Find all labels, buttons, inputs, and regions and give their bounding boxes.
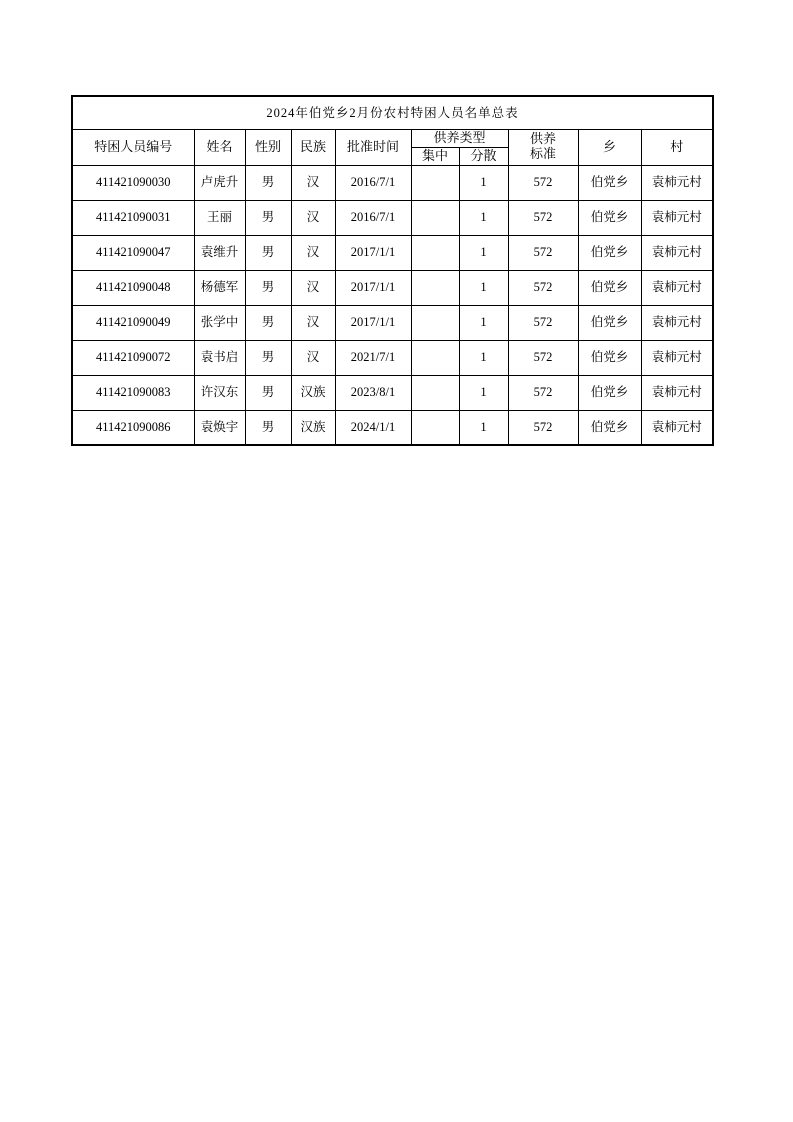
support-standard-label: 供养标准 [529, 131, 556, 161]
table-row [72, 200, 713, 235]
cell-village: 袁柿元村 [641, 200, 713, 235]
cell-village: 袁柿元村 [641, 410, 713, 445]
cell-name: 袁书启 [194, 340, 245, 375]
column-header-township: 乡 [578, 129, 641, 165]
cell-township: 伯党乡 [578, 200, 641, 235]
cell-name: 许汉东 [194, 375, 245, 410]
table-row [72, 270, 713, 305]
cell-id: 411421090048 [72, 270, 194, 305]
column-header-centralized: 集中 [411, 147, 459, 165]
cell-dispersed: 1 [459, 200, 508, 235]
cell-name: 杨德军 [194, 270, 245, 305]
cell-township: 伯党乡 [578, 340, 641, 375]
table-row [72, 410, 713, 445]
cell-gender: 男 [245, 305, 291, 340]
cell-id: 411421090083 [72, 375, 194, 410]
cell-standard: 572 [508, 270, 578, 305]
cell-centralized [411, 305, 459, 340]
cell-id: 411421090031 [72, 200, 194, 235]
table-row [72, 165, 713, 200]
cell-approval-date: 2017/1/1 [335, 235, 411, 270]
table-row [72, 305, 713, 340]
table-row [72, 375, 713, 410]
cell-id: 411421090072 [72, 340, 194, 375]
cell-ethnicity: 汉 [291, 340, 335, 375]
cell-standard: 572 [508, 375, 578, 410]
roster-table [71, 95, 714, 446]
cell-centralized [411, 200, 459, 235]
cell-centralized [411, 270, 459, 305]
cell-dispersed: 1 [459, 270, 508, 305]
cell-centralized [411, 235, 459, 270]
cell-ethnicity: 汉族 [291, 375, 335, 410]
cell-standard: 572 [508, 165, 578, 200]
cell-dispersed: 1 [459, 165, 508, 200]
cell-township: 伯党乡 [578, 270, 641, 305]
cell-id: 411421090047 [72, 235, 194, 270]
cell-village: 袁柿元村 [641, 340, 713, 375]
title-row [72, 96, 713, 129]
cell-approval-date: 2017/1/1 [335, 270, 411, 305]
cell-dispersed: 1 [459, 305, 508, 340]
column-header-dispersed: 分散 [459, 147, 508, 165]
table-title: 2024年伯党乡2月份农村特困人员名单总表 [72, 96, 713, 129]
cell-id: 411421090030 [72, 165, 194, 200]
cell-township: 伯党乡 [578, 410, 641, 445]
column-header-name: 姓名 [194, 129, 245, 165]
cell-name: 张学中 [194, 305, 245, 340]
cell-gender: 男 [245, 165, 291, 200]
cell-name: 卢虎升 [194, 165, 245, 200]
column-header-approval-date: 批准时间 [335, 129, 411, 165]
cell-id: 411421090086 [72, 410, 194, 445]
column-header-support-type-group: 供养类型 [411, 129, 508, 147]
cell-village: 袁柿元村 [641, 305, 713, 340]
cell-approval-date: 2024/1/1 [335, 410, 411, 445]
cell-village: 袁柿元村 [641, 270, 713, 305]
cell-gender: 男 [245, 235, 291, 270]
cell-gender: 男 [245, 340, 291, 375]
cell-ethnicity: 汉族 [291, 410, 335, 445]
cell-dispersed: 1 [459, 410, 508, 445]
cell-dispersed: 1 [459, 235, 508, 270]
cell-gender: 男 [245, 200, 291, 235]
cell-standard: 572 [508, 200, 578, 235]
cell-approval-date: 2017/1/1 [335, 305, 411, 340]
table-row [72, 235, 713, 270]
cell-gender: 男 [245, 375, 291, 410]
cell-township: 伯党乡 [578, 305, 641, 340]
column-header-id: 特困人员编号 [72, 129, 194, 165]
cell-centralized [411, 410, 459, 445]
cell-name: 王丽 [194, 200, 245, 235]
cell-approval-date: 2023/8/1 [335, 375, 411, 410]
cell-township: 伯党乡 [578, 165, 641, 200]
cell-village: 袁柿元村 [641, 375, 713, 410]
cell-ethnicity: 汉 [291, 200, 335, 235]
table-row [72, 340, 713, 375]
header-row-top [72, 129, 713, 147]
cell-centralized [411, 165, 459, 200]
table-body [72, 165, 713, 445]
cell-gender: 男 [245, 410, 291, 445]
cell-centralized [411, 340, 459, 375]
cell-centralized [411, 375, 459, 410]
cell-ethnicity: 汉 [291, 165, 335, 200]
column-header-village: 村 [641, 129, 713, 165]
cell-ethnicity: 汉 [291, 235, 335, 270]
column-header-gender: 性别 [245, 129, 291, 165]
cell-standard: 572 [508, 410, 578, 445]
cell-dispersed: 1 [459, 340, 508, 375]
cell-approval-date: 2021/7/1 [335, 340, 411, 375]
column-header-support-standard [508, 129, 578, 165]
cell-township: 伯党乡 [578, 375, 641, 410]
cell-approval-date: 2016/7/1 [335, 200, 411, 235]
cell-dispersed: 1 [459, 375, 508, 410]
cell-standard: 572 [508, 340, 578, 375]
cell-gender: 男 [245, 270, 291, 305]
cell-name: 袁维升 [194, 235, 245, 270]
cell-ethnicity: 汉 [291, 270, 335, 305]
cell-standard: 572 [508, 305, 578, 340]
cell-standard: 572 [508, 235, 578, 270]
cell-ethnicity: 汉 [291, 305, 335, 340]
cell-village: 袁柿元村 [641, 235, 713, 270]
cell-name: 袁焕宇 [194, 410, 245, 445]
column-header-ethnicity: 民族 [291, 129, 335, 165]
cell-village: 袁柿元村 [641, 165, 713, 200]
cell-approval-date: 2016/7/1 [335, 165, 411, 200]
cell-id: 411421090049 [72, 305, 194, 340]
cell-township: 伯党乡 [578, 235, 641, 270]
